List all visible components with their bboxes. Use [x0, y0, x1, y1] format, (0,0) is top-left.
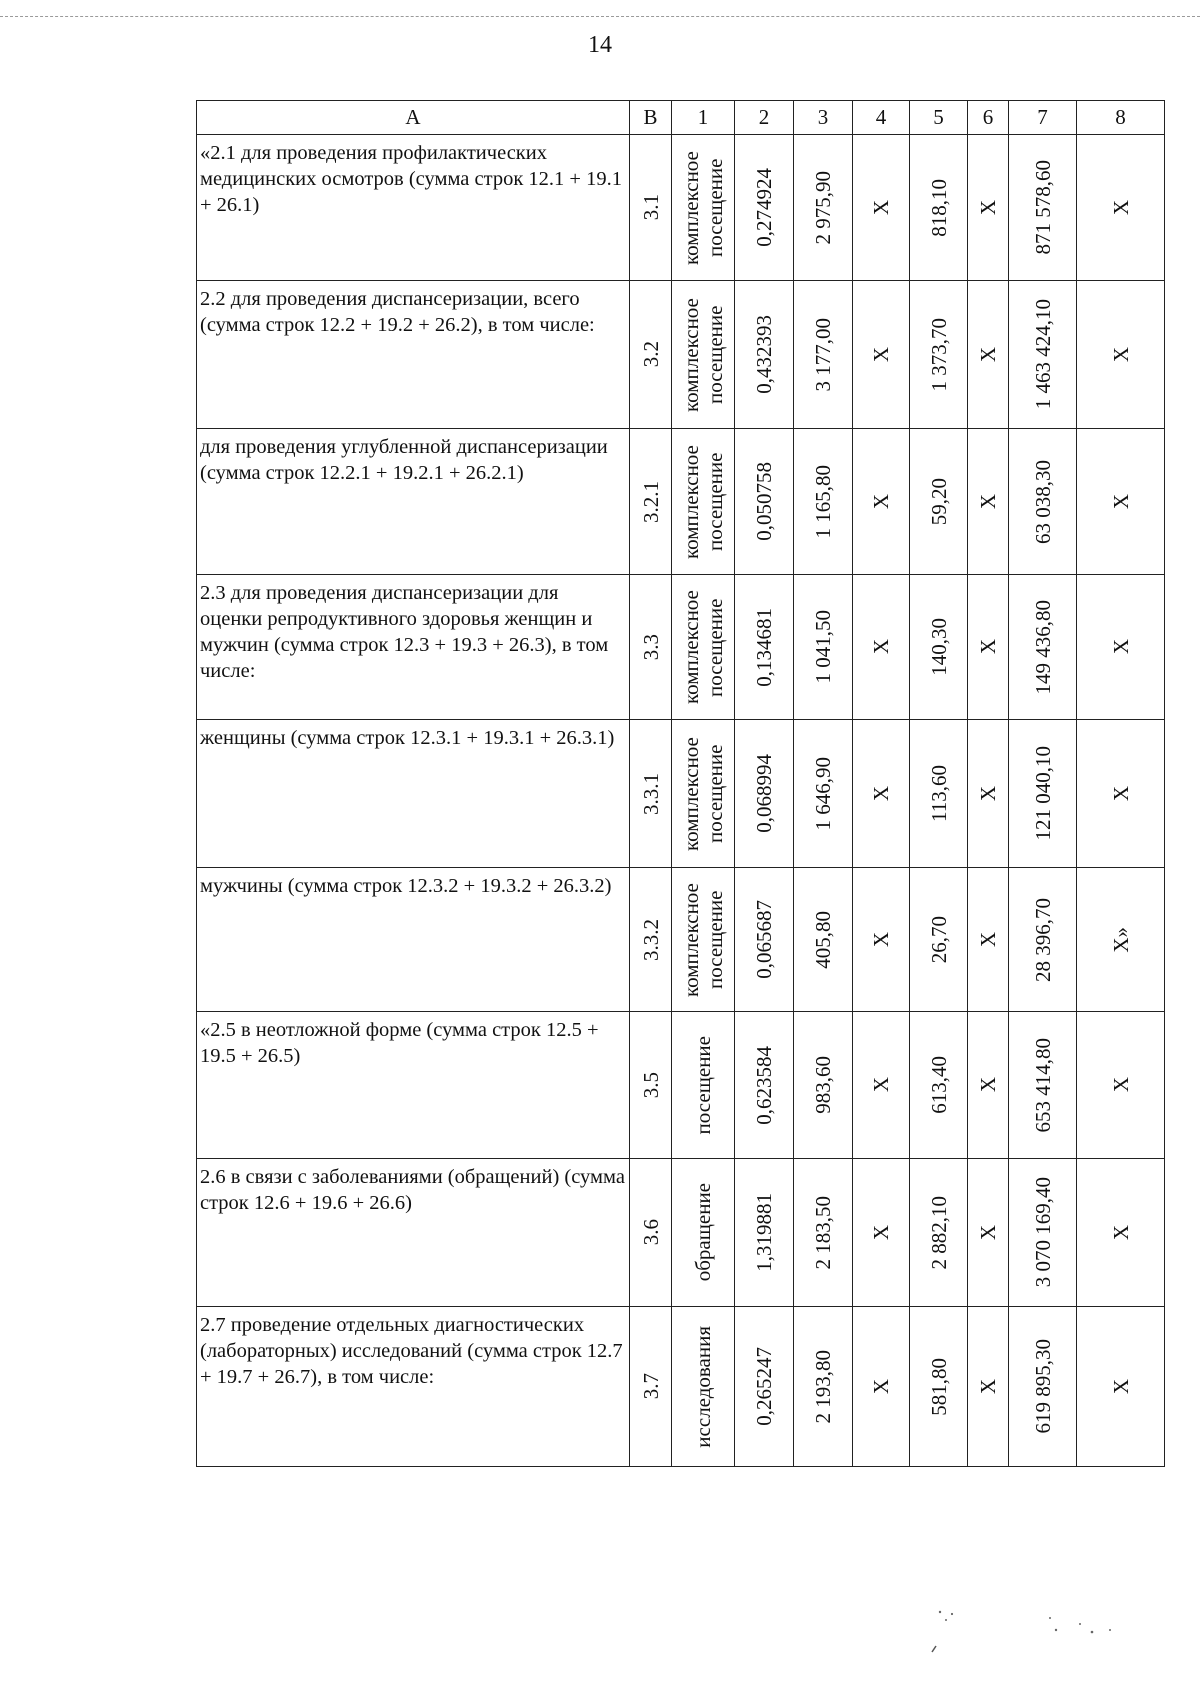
row-col-5: 113,60 [926, 765, 951, 822]
row-col-8-cell [1077, 281, 1165, 429]
row-col-3: 3 177,00 [811, 317, 835, 392]
row-col-5: 818,10 [926, 178, 951, 237]
row-unit-cell [672, 868, 735, 1012]
row-unit-cell [672, 1307, 735, 1467]
row-col-8: Х» [1108, 926, 1133, 953]
header-col-4: 4 [853, 101, 910, 135]
row-description: 2.6 в связи с заболеваниями (обращений) (сумма строк 12.6 + 19.6 + 26.6) [197, 1159, 630, 1307]
row-col-3-cell [794, 429, 853, 575]
header-col-b: B [630, 101, 672, 135]
row-col-5: 581,80 [926, 1357, 951, 1416]
row-col-8: Х [1108, 639, 1133, 655]
row-col-2-wrap [735, 462, 793, 541]
row-col-7-wrap [1009, 460, 1076, 544]
row-col-7-cell [1009, 868, 1077, 1012]
header-col-2: 2 [735, 101, 794, 135]
row-col-2-wrap [735, 900, 793, 979]
row-unit-cell [672, 429, 735, 575]
row-col-7-wrap [1009, 898, 1076, 982]
row-col-7-wrap [1009, 299, 1076, 409]
row-col-7-cell [1009, 1012, 1077, 1159]
row-col-3-wrap [794, 465, 852, 539]
row-col-2-wrap [735, 315, 793, 394]
row-col-6: Х [976, 785, 1000, 802]
row-code: 3.1 [638, 194, 663, 221]
header-col-5: 5 [910, 101, 968, 135]
row-code-wrap [630, 341, 671, 367]
row-description: 2.3 для проведения диспансеризации для оценки репродуктивного здоровья женщин и мужчин (сумма строк 12.3 + 19.3 + 26.3), в том числе: [197, 575, 630, 720]
row-col-8-wrap [1077, 1379, 1164, 1394]
row-unit-wrap [672, 1183, 734, 1281]
row-col-6-cell [968, 1159, 1009, 1307]
row-col-3: 1 041,50 [811, 610, 835, 684]
row-col-2: 0,265247 [752, 1347, 776, 1426]
row-col-4: Х [869, 785, 893, 802]
row-col-6-cell [968, 720, 1009, 868]
row-col-4-wrap [853, 494, 909, 509]
row-col-6: Х [976, 1224, 1000, 1241]
row-code-cell [630, 1307, 672, 1467]
row-unit-wrap [672, 873, 734, 1007]
row-col-2: 0,065687 [752, 900, 776, 979]
row-col-4: Х [869, 931, 893, 948]
row-col-6-wrap [968, 1379, 1008, 1394]
row-code-cell [630, 1012, 672, 1159]
data-table [196, 100, 1165, 1467]
row-col-7-wrap [1009, 1038, 1076, 1133]
row-col-3-wrap [794, 1196, 852, 1270]
row-code-cell [630, 429, 672, 575]
row-description: 2.7 проведение отдельных диагностических (лабораторных) исследований (сумма строк 12.7 + 19.7 + 26.7), в том числе: [197, 1307, 630, 1467]
row-unit-cell [672, 720, 735, 868]
row-col-6: Х [976, 493, 1000, 510]
row-col-7-cell [1009, 1159, 1077, 1307]
row-col-2-cell [735, 1307, 794, 1467]
row-code: 3.7 [638, 1373, 663, 1400]
row-col-8-cell [1077, 429, 1165, 575]
row-col-3-wrap [794, 318, 852, 392]
row-col-5-cell [910, 429, 968, 575]
row-code-wrap [630, 1219, 671, 1245]
row-col-4-wrap [853, 347, 909, 362]
table-row [197, 1012, 1165, 1159]
row-col-4-cell [853, 720, 910, 868]
row-col-5-wrap [910, 179, 967, 237]
table-row [197, 575, 1165, 720]
row-col-6-wrap [968, 1077, 1008, 1092]
top-scan-rule [0, 16, 1200, 17]
row-col-3: 1 165,80 [811, 464, 835, 539]
row-col-8: Х [1108, 1378, 1133, 1395]
row-col-3-cell [794, 720, 853, 868]
row-col-7-cell [1009, 575, 1077, 720]
row-col-7-wrap [1009, 1177, 1076, 1287]
table-row [197, 720, 1165, 868]
row-col-3-cell [794, 575, 853, 720]
row-unit: исследования [691, 1325, 715, 1448]
row-code-wrap [630, 481, 671, 523]
row-col-2: 0,050758 [752, 462, 776, 541]
row-col-4-wrap [853, 932, 909, 947]
row-col-2: 1,319881 [752, 1193, 776, 1272]
row-unit: комплексное посещение [679, 444, 727, 559]
row-col-4-cell [853, 1012, 910, 1159]
row-col-5-wrap [910, 478, 967, 525]
row-unit: комплексное посещение [679, 297, 727, 412]
row-col-4: Х [869, 1077, 893, 1093]
row-col-3-wrap [794, 171, 852, 245]
row-col-3: 2 193,80 [811, 1349, 835, 1424]
row-col-7: 149 436,80 [1030, 599, 1055, 695]
row-col-3-cell [794, 1307, 853, 1467]
row-col-2: 0,274924 [752, 168, 776, 247]
header-col-8: 8 [1077, 101, 1165, 135]
row-col-5: 140,30 [926, 618, 951, 676]
row-col-6: Х [976, 1077, 1000, 1093]
row-code: 3.3 [638, 633, 663, 661]
row-col-3: 2 183,50 [811, 1195, 835, 1270]
row-col-3-wrap [794, 1056, 852, 1114]
row-col-4-cell [853, 868, 910, 1012]
row-col-6-cell [968, 135, 1009, 281]
row-unit-wrap [672, 580, 734, 715]
row-col-2: 0,068994 [752, 754, 776, 833]
row-code-cell [630, 135, 672, 281]
row-col-5-wrap [910, 1056, 967, 1114]
row-col-6-wrap [968, 639, 1008, 654]
header-col-6: 6 [968, 101, 1009, 135]
row-unit: комплексное посещение [679, 150, 727, 265]
row-code-cell [630, 720, 672, 868]
row-col-8-cell [1077, 135, 1165, 281]
row-col-7: 619 895,30 [1030, 1339, 1055, 1434]
row-col-2-cell [735, 1159, 794, 1307]
row-unit-cell [672, 1159, 735, 1307]
row-col-5-cell [910, 281, 968, 429]
row-col-4: Х [869, 493, 893, 510]
row-col-7-wrap [1009, 600, 1076, 695]
row-code-wrap [630, 919, 671, 961]
row-col-6-cell [968, 1307, 1009, 1467]
row-code: 3.3.2 [638, 918, 663, 961]
row-unit-cell [672, 135, 735, 281]
row-unit-wrap [672, 1326, 734, 1448]
row-col-8-cell [1077, 868, 1165, 1012]
row-col-5-wrap [910, 765, 967, 822]
row-code-wrap [630, 1373, 671, 1399]
row-code-cell [630, 868, 672, 1012]
row-col-6: Х [976, 1378, 1000, 1395]
row-col-4-cell [853, 1307, 910, 1467]
row-col-8-wrap [1077, 1225, 1164, 1240]
row-description: для проведения углубленной диспансеризации (сумма строк 12.2.1 + 19.2.1 + 26.2.1) [197, 429, 630, 575]
row-col-7-cell [1009, 720, 1077, 868]
row-col-4: Х [869, 1224, 893, 1241]
row-col-2: 0,623584 [752, 1045, 776, 1125]
row-unit-wrap [672, 725, 734, 863]
row-col-7-wrap [1009, 1339, 1076, 1434]
row-col-3: 405,80 [811, 910, 835, 969]
table-row [197, 868, 1165, 1012]
row-col-6: Х [976, 931, 1000, 948]
row-unit: комплексное посещение [679, 590, 727, 704]
row-col-5-wrap [910, 618, 967, 676]
row-col-2-wrap [735, 1347, 793, 1426]
row-col-4-cell [853, 1159, 910, 1307]
row-col-3-cell [794, 135, 853, 281]
row-unit-wrap [672, 434, 734, 570]
row-col-8: Х [1108, 785, 1133, 802]
row-description: мужчины (сумма строк 12.3.2 + 19.3.2 + 26.3.2) [197, 868, 630, 1012]
row-description: «2.1 для проведения профилактических медицинских осмотров (сумма строк 12.1 + 19.1 + 26.1) [197, 135, 630, 281]
row-col-7: 63 038,30 [1030, 459, 1055, 544]
row-col-3-wrap [794, 911, 852, 969]
row-col-4: Х [869, 346, 893, 363]
row-code: 3.2 [638, 341, 663, 368]
header-row [197, 101, 1165, 135]
table-body [197, 135, 1165, 1467]
row-col-8-cell [1077, 1159, 1165, 1307]
row-col-7-wrap [1009, 160, 1076, 255]
table-row [197, 429, 1165, 575]
row-code-wrap [630, 1072, 671, 1098]
row-col-8-wrap [1077, 200, 1164, 215]
table-row [197, 1159, 1165, 1307]
row-col-6: Х [976, 639, 1000, 655]
row-col-3-wrap [794, 1350, 852, 1424]
row-col-7-cell [1009, 281, 1077, 429]
row-col-4: Х [869, 1378, 893, 1395]
row-col-2: 0,432393 [752, 315, 776, 394]
row-col-7: 1 463 424,10 [1030, 299, 1055, 410]
row-col-4-wrap [853, 1225, 909, 1240]
row-col-2-cell [735, 868, 794, 1012]
row-code: 3.2.1 [638, 480, 663, 523]
row-col-5-cell [910, 720, 968, 868]
row-col-3: 1 646,90 [811, 756, 835, 831]
row-col-3-cell [794, 1159, 853, 1307]
row-col-2-wrap [735, 608, 793, 687]
row-code-wrap [630, 634, 671, 660]
row-code-cell [630, 1159, 672, 1307]
row-unit: посещение [691, 1035, 715, 1135]
header-col-a: A [197, 101, 630, 135]
row-col-7-cell [1009, 1307, 1077, 1467]
row-col-6-wrap [968, 932, 1008, 947]
row-col-6-cell [968, 1012, 1009, 1159]
row-col-3: 2 975,90 [811, 170, 835, 245]
row-unit-wrap [672, 140, 734, 276]
row-col-6-wrap [968, 786, 1008, 801]
row-col-5: 2 882,10 [926, 1195, 951, 1270]
row-code-cell [630, 575, 672, 720]
row-col-8-cell [1077, 1307, 1165, 1467]
row-col-3-cell [794, 1012, 853, 1159]
row-col-4-wrap [853, 1379, 909, 1394]
row-col-7: 653 414,80 [1030, 1037, 1055, 1133]
row-code-cell [630, 281, 672, 429]
row-col-4: Х [869, 639, 893, 655]
row-col-5: 26,70 [926, 915, 951, 964]
row-col-2: 0,134681 [752, 607, 776, 687]
row-col-5-wrap [910, 1358, 967, 1416]
table-row [197, 135, 1165, 281]
row-col-8: Х [1108, 1077, 1133, 1093]
header-col-3: 3 [794, 101, 853, 135]
row-col-8-wrap [1077, 927, 1164, 953]
row-col-2-cell [735, 720, 794, 868]
row-unit-cell [672, 575, 735, 720]
row-unit-wrap [672, 1036, 734, 1134]
row-col-6-cell [968, 429, 1009, 575]
row-unit: комплексное посещение [679, 882, 727, 997]
row-col-4-wrap [853, 639, 909, 654]
row-col-3-cell [794, 281, 853, 429]
row-col-8-wrap [1077, 786, 1164, 801]
row-col-5-cell [910, 135, 968, 281]
scan-specks [930, 1600, 1150, 1660]
row-description: «2.5 в неотложной форме (сумма строк 12.5 + 19.5 + 26.5) [197, 1012, 630, 1159]
row-col-8-wrap [1077, 494, 1164, 509]
row-col-5-cell [910, 1159, 968, 1307]
row-col-5: 59,20 [926, 477, 951, 526]
row-col-4-wrap [853, 200, 909, 215]
row-col-5-wrap [910, 1196, 967, 1270]
page-number: 14 [588, 32, 612, 58]
row-unit-cell [672, 281, 735, 429]
row-col-4-cell [853, 281, 910, 429]
row-col-2-cell [735, 429, 794, 575]
row-col-8: Х [1108, 493, 1133, 510]
row-unit-cell [672, 1012, 735, 1159]
row-col-7-cell [1009, 429, 1077, 575]
row-col-4-cell [853, 429, 910, 575]
row-code-wrap [630, 194, 671, 220]
row-description: женщины (сумма строк 12.3.1 + 19.3.1 + 26.3.1) [197, 720, 630, 868]
row-col-4-wrap [853, 1077, 909, 1092]
row-col-3: 983,60 [811, 1056, 835, 1114]
row-code-wrap [630, 773, 671, 815]
row-col-2-wrap [735, 1046, 793, 1125]
row-col-6-cell [968, 868, 1009, 1012]
row-col-6-cell [968, 281, 1009, 429]
row-col-2-cell [735, 1012, 794, 1159]
row-col-8-wrap [1077, 1077, 1164, 1092]
row-col-5-cell [910, 1012, 968, 1159]
row-col-7: 3 070 169,40 [1030, 1177, 1055, 1288]
row-unit: комплексное посещение [679, 736, 727, 851]
row-col-5-wrap [910, 916, 967, 963]
row-col-7: 871 578,60 [1030, 160, 1055, 255]
row-col-8-cell [1077, 720, 1165, 868]
row-col-2-cell [735, 281, 794, 429]
row-col-8: Х [1108, 199, 1133, 216]
row-col-6-cell [968, 575, 1009, 720]
row-col-4-wrap [853, 786, 909, 801]
row-col-2-wrap [735, 1193, 793, 1272]
row-col-4: Х [869, 199, 893, 216]
row-description: 2.2 для проведения диспансеризации, всего (сумма строк 12.2 + 19.2 + 26.2), в том числе: [197, 281, 630, 429]
row-col-8-wrap [1077, 347, 1164, 362]
row-col-6: Х [976, 346, 1000, 363]
row-col-5-cell [910, 575, 968, 720]
row-col-6-wrap [968, 1225, 1008, 1240]
row-col-7: 121 040,10 [1030, 746, 1055, 841]
row-col-2-cell [735, 135, 794, 281]
row-col-7: 28 396,70 [1030, 897, 1055, 982]
row-col-4-cell [853, 135, 910, 281]
row-unit-wrap [672, 286, 734, 424]
row-col-5: 613,40 [926, 1056, 951, 1114]
header-col-7: 7 [1009, 101, 1077, 135]
row-col-5-cell [910, 1307, 968, 1467]
row-code: 3.6 [638, 1219, 663, 1246]
row-col-2-wrap [735, 754, 793, 833]
row-col-3-wrap [794, 610, 852, 684]
row-col-5-wrap [910, 318, 967, 392]
row-col-8: Х [1108, 346, 1133, 363]
table-row [197, 281, 1165, 429]
row-col-5: 1 373,70 [926, 317, 951, 392]
row-col-6: Х [976, 199, 1000, 216]
row-col-6-wrap [968, 347, 1008, 362]
row-col-8: Х [1108, 1224, 1133, 1241]
row-col-6-wrap [968, 494, 1008, 509]
row-col-2-wrap [735, 168, 793, 247]
row-col-5-cell [910, 868, 968, 1012]
row-code: 3.3.1 [638, 772, 663, 815]
table-header [197, 101, 1165, 135]
row-col-8-cell [1077, 575, 1165, 720]
row-col-7-wrap [1009, 746, 1076, 841]
row-code: 3.5 [638, 1071, 663, 1099]
row-col-3-wrap [794, 757, 852, 831]
row-col-7-cell [1009, 135, 1077, 281]
row-col-8-wrap [1077, 639, 1164, 654]
row-col-6-wrap [968, 200, 1008, 215]
row-col-2-cell [735, 575, 794, 720]
table-row [197, 1307, 1165, 1467]
header-col-1: 1 [672, 101, 735, 135]
row-col-4-cell [853, 575, 910, 720]
row-col-3-cell [794, 868, 853, 1012]
row-unit: обращение [691, 1183, 715, 1282]
row-col-8-cell [1077, 1012, 1165, 1159]
